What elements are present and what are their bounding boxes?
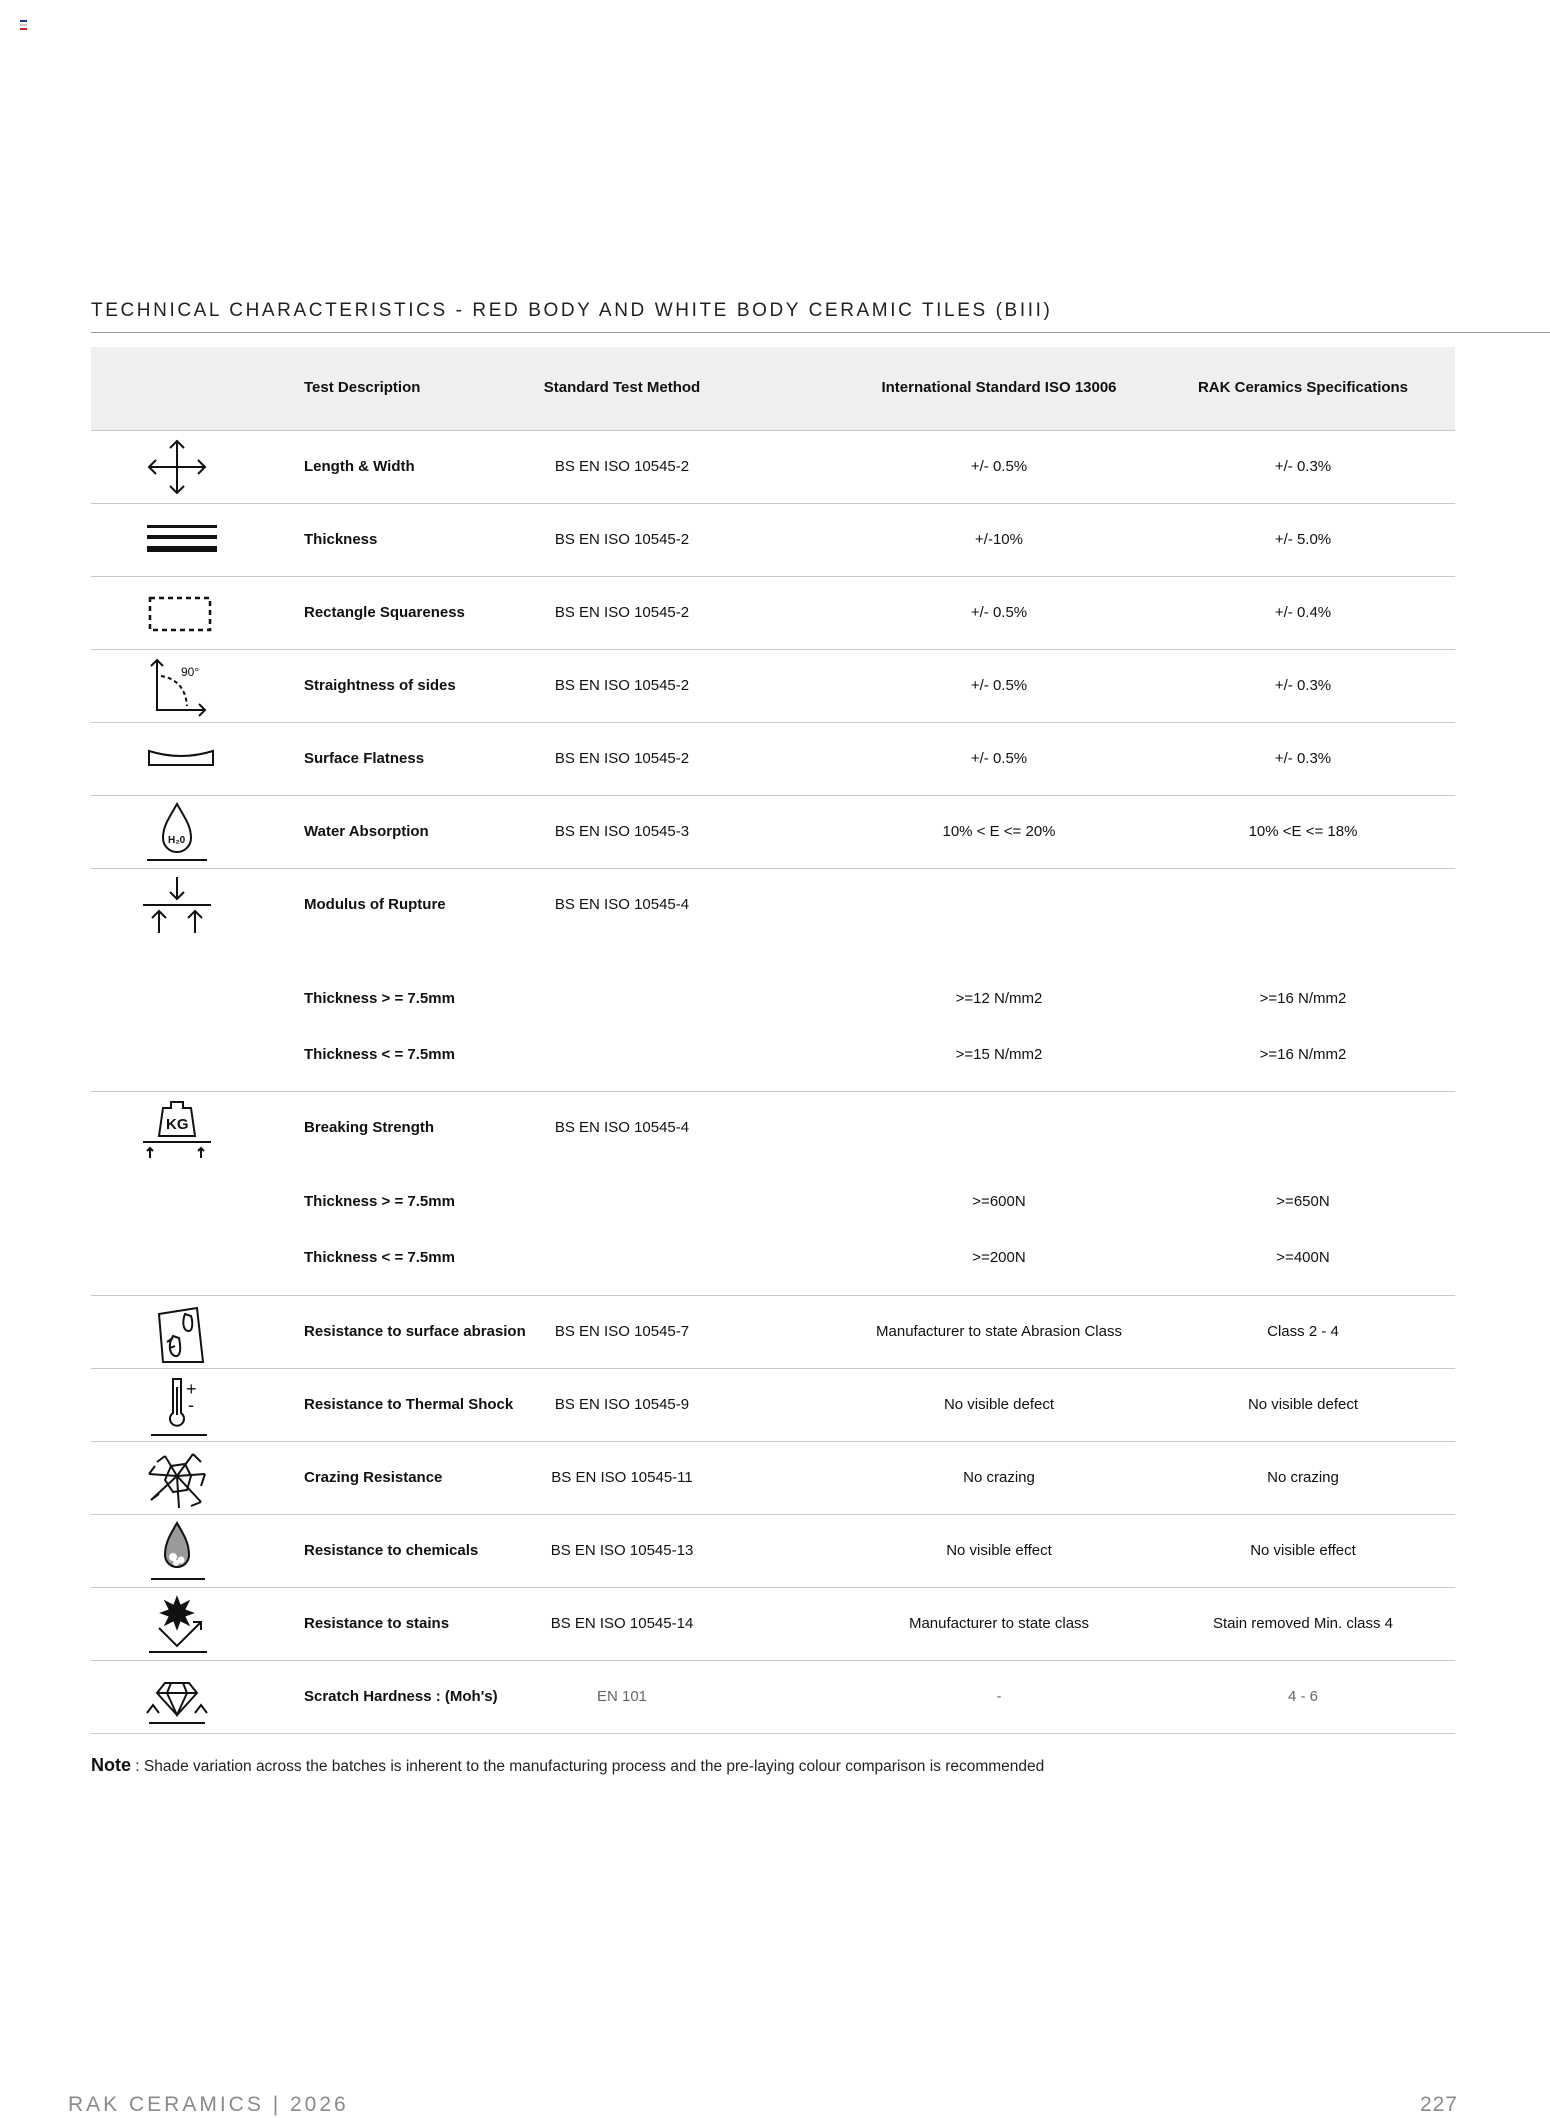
row-method: BS EN ISO 10545-2 <box>554 750 690 767</box>
row-iso-value: No visible defect <box>943 1396 1055 1413</box>
row-description: Modulus of Rupture <box>304 896 446 913</box>
header-standard-test-method: Standard Test Method <box>543 379 701 396</box>
note-label: Note <box>91 1755 131 1775</box>
row-method: BS EN ISO 10545-3 <box>554 823 690 840</box>
svg-text:-: - <box>188 1395 194 1415</box>
thermometer-icon <box>135 1373 219 1437</box>
row-method: BS EN ISO 10545-7 <box>554 1323 690 1340</box>
table-row <box>91 431 1455 504</box>
svg-text:90°: 90° <box>181 665 200 679</box>
mark-red <box>20 28 27 30</box>
table-row <box>91 869 1455 1092</box>
sub-row-iso-value: >=600N <box>972 1193 1026 1210</box>
table-row <box>91 577 1455 650</box>
stain-splash-icon <box>135 1592 219 1656</box>
table-row <box>91 1588 1455 1661</box>
row-description: Breaking Strength <box>304 1119 435 1136</box>
row-rak-value: 4 - 6 <box>1287 1688 1318 1705</box>
kg-weight-icon <box>135 1096 219 1160</box>
row-rak-value: +/- 0.3% <box>1274 750 1332 767</box>
header-rak-specifications: RAK Ceramics Specifications <box>1197 379 1409 396</box>
sub-row-rak-value: >=650N <box>1276 1193 1330 1210</box>
row-iso-value: 10% < E <= 20% <box>942 823 1056 840</box>
row-rak-value: +/- 0.3% <box>1274 458 1332 475</box>
row-description: Surface Flatness <box>304 750 425 767</box>
sub-row-iso-value: >=200N <box>972 1249 1026 1266</box>
row-description: Rectangle Squareness <box>304 604 465 621</box>
mark-grey <box>20 24 27 26</box>
row-description: Straightness of sides <box>304 677 456 694</box>
row-method: BS EN ISO 10545-13 <box>550 1542 694 1559</box>
row-rak-value: No crazing <box>1267 1469 1339 1486</box>
sub-row-description: Thickness > = 7.5mm <box>304 1193 455 1210</box>
row-method: BS EN ISO 10545-2 <box>554 677 690 694</box>
row-method: BS EN ISO 10545-2 <box>554 458 690 475</box>
row-method: BS EN ISO 10545-4 <box>554 896 690 913</box>
row-iso-value: No visible effect <box>946 1542 1052 1559</box>
sub-row-rak-value: >=16 N/mm2 <box>1259 1046 1347 1063</box>
right-angle-icon <box>135 654 219 718</box>
diamond-icon <box>135 1665 219 1729</box>
row-description: Resistance to surface abrasion <box>304 1323 526 1340</box>
row-rak-value: Stain removed Min. class 4 <box>1212 1615 1394 1632</box>
row-method: BS EN ISO 10545-2 <box>554 531 690 548</box>
sub-row-iso-value: >=12 N/mm2 <box>955 990 1043 1007</box>
table-row <box>91 1092 1455 1296</box>
row-rak-value: No visible effect <box>1250 1542 1356 1559</box>
table-row <box>91 723 1455 796</box>
thickness-lines-icon <box>135 508 219 572</box>
row-iso-value: +/- 0.5% <box>970 677 1028 694</box>
footnote <box>91 1755 1044 1776</box>
row-iso-value: +/-10% <box>975 531 1023 548</box>
sub-row-iso-value: >=15 N/mm2 <box>955 1046 1043 1063</box>
water-drop-icon <box>135 800 219 864</box>
move-arrows-icon <box>135 435 219 499</box>
sub-row-rak-value: >=400N <box>1276 1249 1330 1266</box>
row-method: BS EN ISO 10545-2 <box>554 604 690 621</box>
table-row <box>91 1515 1455 1588</box>
svg-text:KG: KG <box>166 1116 189 1133</box>
title-divider <box>91 332 1550 333</box>
row-rak-value: 10% <E <= 18% <box>1248 823 1358 840</box>
row-method: BS EN ISO 10545-9 <box>554 1396 690 1413</box>
row-iso-value: Manufacturer to state Abrasion Class <box>876 1323 1122 1340</box>
rupture-arrows-icon <box>135 873 219 937</box>
row-method: BS EN ISO 10545-14 <box>550 1615 694 1632</box>
row-method: EN 101 <box>596 1688 648 1705</box>
row-description: Thickness <box>304 531 378 548</box>
row-description: Water Absorption <box>304 823 429 840</box>
curved-surface-icon <box>135 727 219 791</box>
header-test-description: Test Description <box>304 379 421 396</box>
table-row <box>91 796 1455 869</box>
row-rak-value: +/- 5.0% <box>1274 531 1332 548</box>
row-method: BS EN ISO 10545-11 <box>551 1469 693 1486</box>
header-iso-13006: International Standard ISO 13006 <box>881 379 1117 396</box>
table-row <box>91 504 1455 577</box>
note-text: : Shade variation across the batches is inherent to the manufacturing process and the pre-laying colour comparison is recommended <box>131 1758 1045 1775</box>
sub-row-description: Thickness < = 7.5mm <box>304 1046 455 1063</box>
section-title: TECHNICAL CHARACTERISTICS - RED BODY AND WHITE BODY CERAMIC TILES (BIII) <box>91 300 1053 321</box>
row-method: BS EN ISO 10545-4 <box>554 1119 690 1136</box>
page-number: 227 <box>1419 2093 1458 2116</box>
footer-brand: RAK CERAMICS | 2026 <box>68 2093 349 2116</box>
row-rak-value: +/- 0.4% <box>1274 604 1332 621</box>
sub-row-description: Thickness > = 7.5mm <box>304 990 455 1007</box>
color-registration-mark <box>20 20 27 32</box>
row-description: Crazing Resistance <box>304 1469 443 1486</box>
row-rak-value: Class 2 - 4 <box>1267 1323 1339 1340</box>
table-row <box>91 650 1455 723</box>
crazing-cracks-icon <box>135 1446 219 1510</box>
row-iso-value: +/- 0.5% <box>970 458 1028 475</box>
table-header <box>91 347 1455 431</box>
svg-text:H₂0: H₂0 <box>168 835 186 846</box>
row-description: Scratch Hardness : (Moh's) <box>304 1688 498 1705</box>
row-rak-value: No visible defect <box>1247 1396 1359 1413</box>
row-iso-value: - <box>996 1688 1002 1705</box>
chemical-drop-icon <box>135 1519 219 1583</box>
row-rak-value: +/- 0.3% <box>1274 677 1332 694</box>
row-description: Resistance to Thermal Shock <box>304 1396 514 1413</box>
row-description: Resistance to chemicals <box>304 1542 479 1559</box>
svg-text:+: + <box>186 1379 197 1399</box>
table-row <box>91 1369 1455 1442</box>
table-row <box>91 1442 1455 1515</box>
row-iso-value: +/- 0.5% <box>970 750 1028 767</box>
row-iso-value: Manufacturer to state class <box>908 1615 1090 1632</box>
dashed-rectangle-icon <box>135 581 219 645</box>
footprint-abrasion-icon <box>135 1300 219 1364</box>
mark-blue <box>20 20 27 22</box>
technical-spec-table <box>91 347 1455 1734</box>
table-row <box>91 1296 1455 1369</box>
sub-row-description: Thickness < = 7.5mm <box>304 1249 455 1266</box>
row-iso-value: No crazing <box>963 1469 1035 1486</box>
row-description: Length & Width <box>304 458 415 475</box>
table-row <box>91 1661 1455 1734</box>
row-description: Resistance to stains <box>304 1615 450 1632</box>
sub-row-rak-value: >=16 N/mm2 <box>1259 990 1347 1007</box>
row-iso-value: +/- 0.5% <box>970 604 1028 621</box>
